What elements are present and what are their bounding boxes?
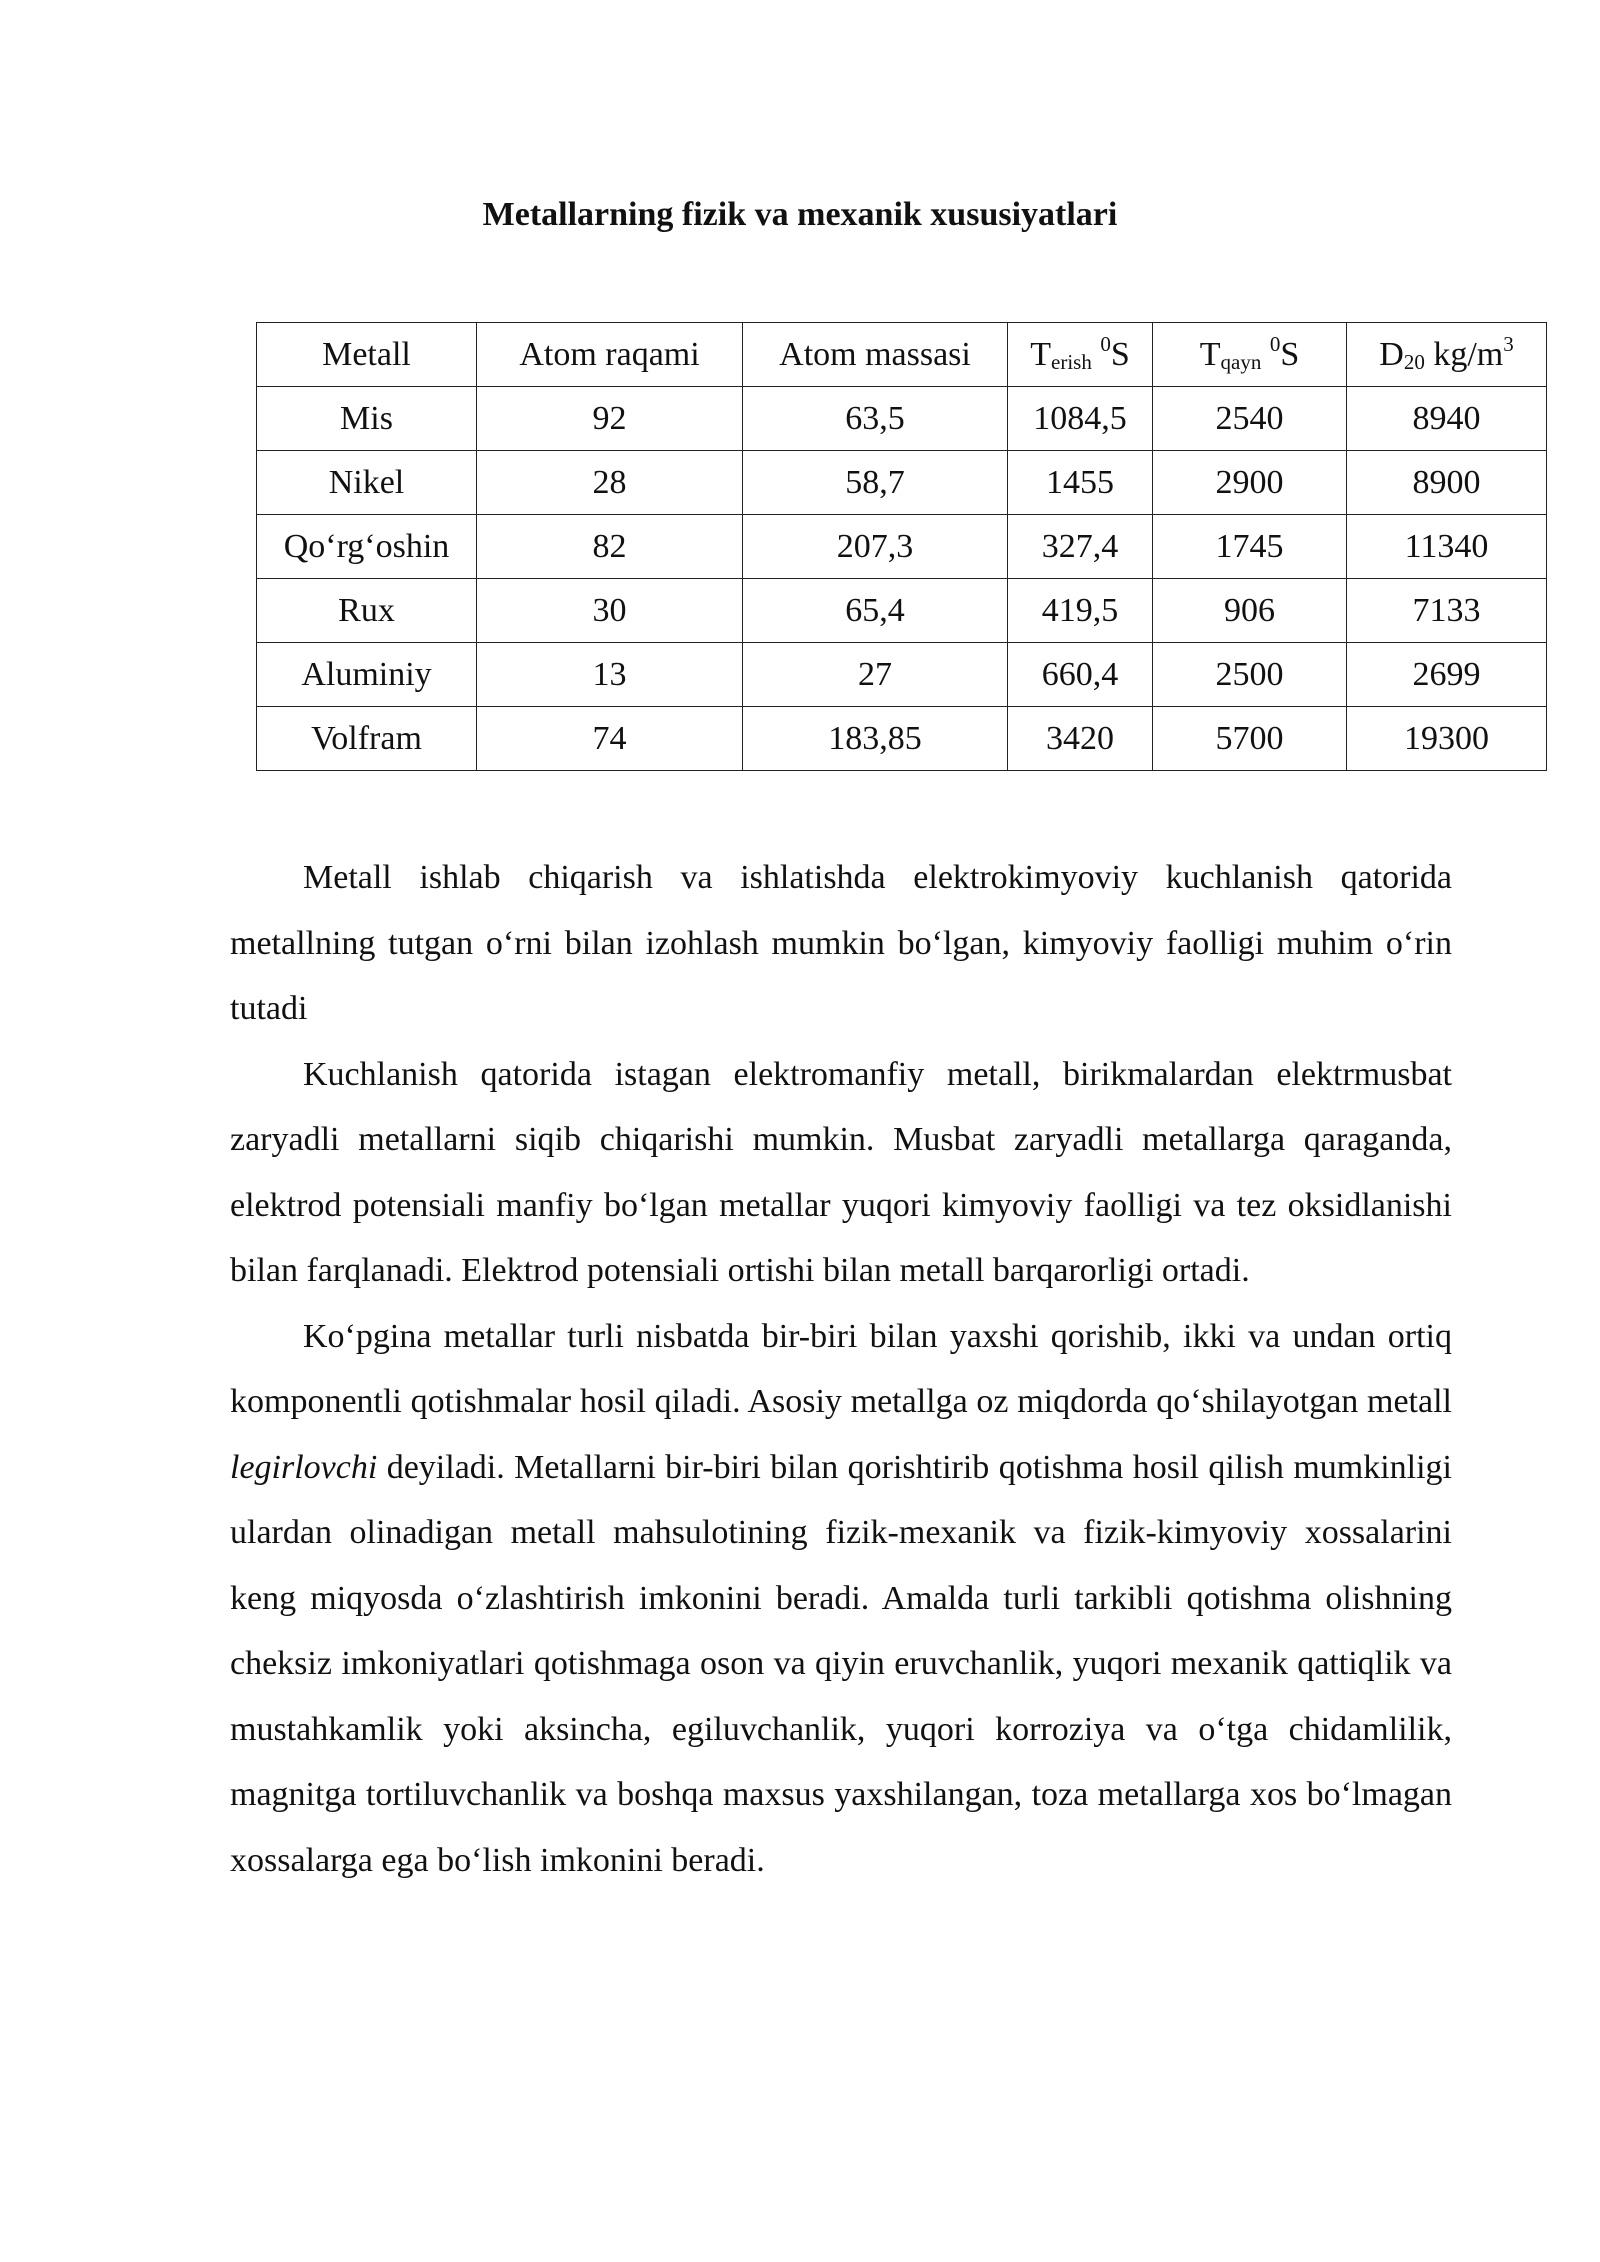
- cell-atomic-mass: 27: [743, 643, 1008, 707]
- table-row: [257, 451, 1547, 515]
- table-row: [257, 643, 1547, 707]
- cell-boiling-point: 906: [1153, 579, 1347, 643]
- header-atomic-mass: Atom massasi: [743, 323, 1008, 387]
- header-melting-base: T: [1030, 335, 1052, 373]
- cell-metal: Mis: [257, 387, 477, 451]
- cell-density: 11340: [1347, 515, 1547, 579]
- body-text: [230, 845, 1452, 1893]
- table-row: [257, 387, 1547, 451]
- cell-density: 8900: [1347, 451, 1547, 515]
- header-melting-point: [1008, 323, 1153, 387]
- page-title: Metallarning fizik va mexanik xususiyatlari: [482, 196, 1118, 233]
- cell-atomic-number: 92: [477, 387, 743, 451]
- cell-melting-point: 327,4: [1008, 515, 1153, 579]
- cell-metal: Nikel: [257, 451, 477, 515]
- cell-atomic-mass: 65,4: [743, 579, 1008, 643]
- cell-metal: Aluminiy: [257, 643, 477, 707]
- paragraph-electrochemical-series: Metall ishlab chiqarish va ishlatishda elektrokimyoviy kuchlanish qatorida metallning tutgan o‘rni bilan izohlash mumkin bo‘lgan, kimyoviy faolligi muhim o‘rin tutadi: [230, 859, 1452, 1027]
- header-metal: Metall: [257, 323, 477, 387]
- cell-density: 19300: [1347, 707, 1547, 771]
- cell-boiling-point: 2500: [1153, 643, 1347, 707]
- header-boiling-base: T: [1199, 335, 1221, 373]
- table-row: [257, 707, 1547, 771]
- cell-atomic-mass: 183,85: [743, 707, 1008, 771]
- header-density-sup: 3: [1503, 331, 1514, 356]
- cell-density: 7133: [1347, 579, 1547, 643]
- cell-atomic-mass: 63,5: [743, 387, 1008, 451]
- header-density-base: D: [1379, 335, 1404, 373]
- cell-density: 2699: [1347, 643, 1547, 707]
- header-boiling-unit: S: [1280, 335, 1300, 373]
- table-row: [257, 579, 1547, 643]
- cell-atomic-number: 74: [477, 707, 743, 771]
- paragraph-alloys: [230, 1304, 1452, 1894]
- cell-metal: Volfram: [257, 707, 477, 771]
- header-density-sub: 20: [1403, 349, 1425, 374]
- cell-boiling-point: 5700: [1153, 707, 1347, 771]
- cell-atomic-mass: 58,7: [743, 451, 1008, 515]
- header-density-unit: kg/m: [1424, 335, 1504, 373]
- cell-melting-point: 1455: [1008, 451, 1153, 515]
- cell-melting-point: 3420: [1008, 707, 1153, 771]
- header-melting-sup: 0: [1100, 331, 1111, 356]
- cell-atomic-mass: 207,3: [743, 515, 1008, 579]
- table-header-row: [257, 323, 1547, 387]
- cell-atomic-number: 13: [477, 643, 743, 707]
- cell-atomic-number: 28: [477, 451, 743, 515]
- cell-metal: Rux: [257, 579, 477, 643]
- table-row: [257, 515, 1547, 579]
- cell-density: 8940: [1347, 387, 1547, 451]
- cell-boiling-point: 2900: [1153, 451, 1347, 515]
- term-legirlovchi: legirlovchi: [230, 1448, 378, 1486]
- header-boiling-sup: 0: [1269, 331, 1281, 356]
- header-density: [1347, 323, 1547, 387]
- metal-properties-table: [256, 322, 1547, 771]
- cell-boiling-point: 2540: [1153, 387, 1347, 451]
- cell-melting-point: 419,5: [1008, 579, 1153, 643]
- cell-atomic-number: 82: [477, 515, 743, 579]
- cell-boiling-point: 1745: [1153, 515, 1347, 579]
- paragraph-alloys-part-1: Ko‘pgina metallar turli nisbatda bir-biri bilan yaxshi qorishib, ikki va undan ortiq komponentli qotishmalar hosil qiladi. Asosiy metallga oz miqdorda qo‘shilayotgan metall: [230, 1317, 1452, 1420]
- cell-melting-point: 1084,5: [1008, 387, 1153, 451]
- header-boiling-point: [1153, 323, 1347, 387]
- paragraph-alloys-part-2: deyiladi. Metallarni bir-biri bilan qorishtirib qotishma hosil qilish mumkinligi ulardan olinadigan metall mahsulotining fizik-mexanik va fizik-kimyoviy xossalarini keng miqyosda o‘zlashtirish imkonini beradi. Amalda turli tarkibli qotishma olishning cheksiz imkoniyatlari qotishmaga oson va qiyin eruvchanlik, yuqori mexanik qattiqlik va mustahkamlik yoki aksincha, egiluvchanlik, yuqori korroziya va o‘tga chidamlilik, magnitga tortiluvchanlik va boshqa maxsus yaxshilangan, toza metallarga xos bo‘lmagan xossalarga ega bo‘lish imkonini beradi.: [230, 1448, 1452, 1879]
- header-atomic-number: Atom raqami: [477, 323, 743, 387]
- header-melting-sub: erish: [1051, 349, 1092, 374]
- paragraph-electronegative-metals: Kuchlanish qatorida istagan elektromanfiy metall, birikmalardan elektrmusbat zaryadli metallarni siqib chiqarishi mumkin. Musbat zaryadli metallarga qaraganda, elektrod potensiali manfiy bo‘lgan metallar yuqori kimyoviy faolligi va tez oksidlanishi bilan farqlanadi. Elektrod potensiali ortishi bilan metall barqarorligi ortadi.: [230, 1055, 1452, 1289]
- cell-atomic-number: 30: [477, 579, 743, 643]
- cell-metal: Qo‘rg‘oshin: [257, 515, 477, 579]
- header-boiling-sub: qayn: [1220, 349, 1262, 374]
- header-melting-unit: S: [1110, 335, 1130, 373]
- cell-melting-point: 660,4: [1008, 643, 1153, 707]
